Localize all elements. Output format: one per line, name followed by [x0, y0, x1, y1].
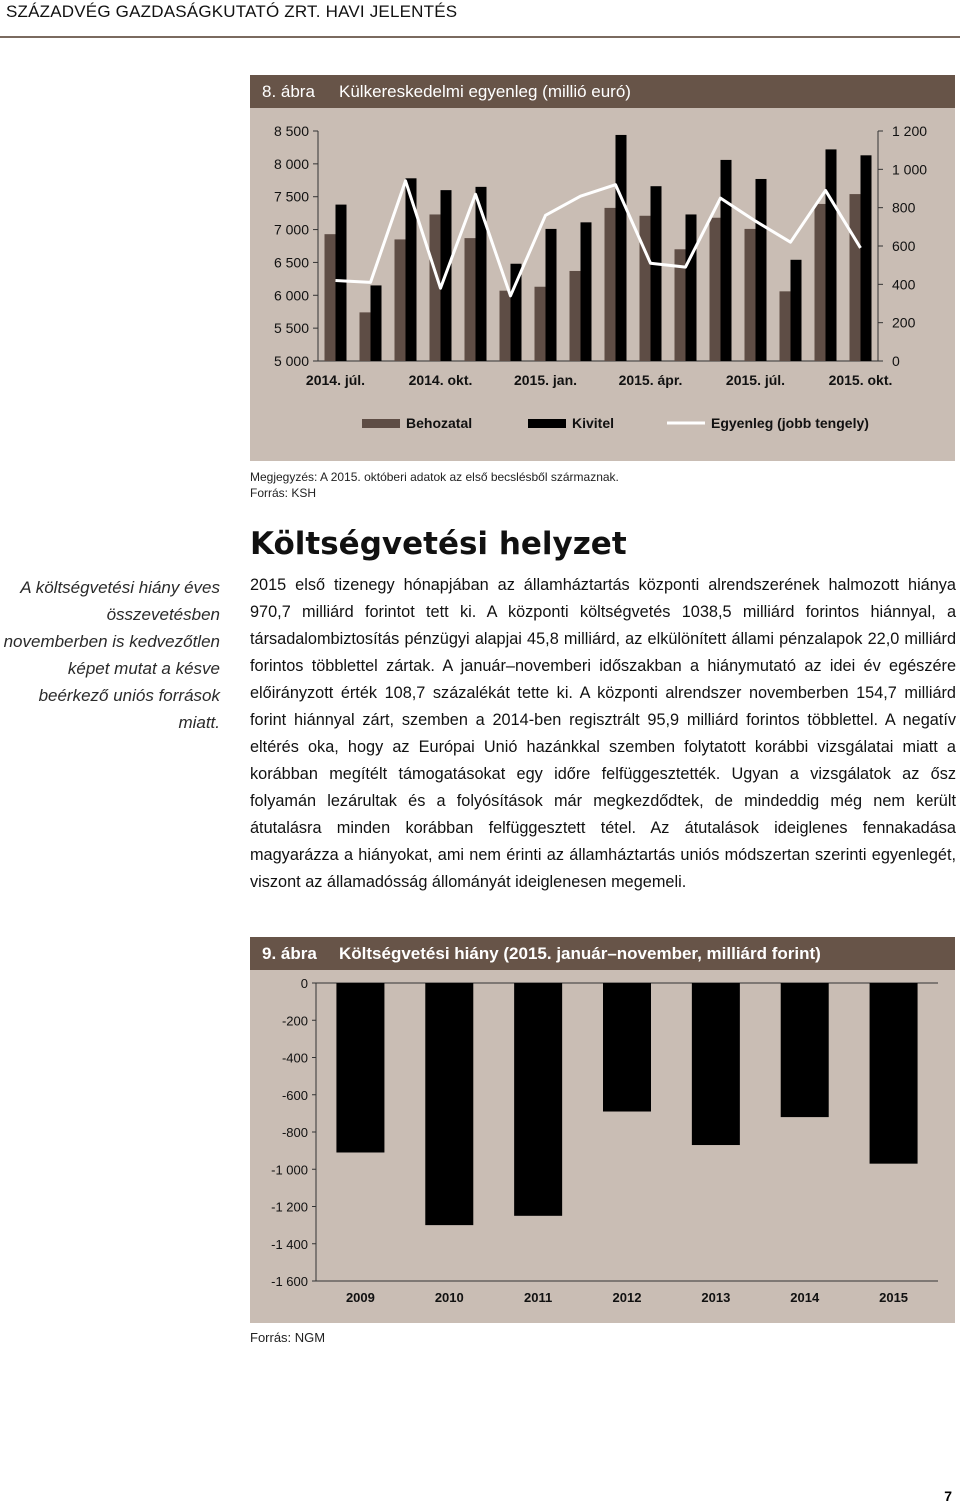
figure-8-number: 8. ábra	[262, 81, 315, 101]
figure-8-title: Külkereskedelmi egyenleg (millió euró)	[339, 81, 631, 101]
import-bar	[780, 291, 791, 361]
y-axis-tick-label: -400	[281, 1050, 308, 1066]
right-axis-tick-label: 600	[892, 238, 916, 254]
x-axis-tick-label: 2012	[612, 1290, 642, 1305]
right-axis-tick-label: 0	[892, 353, 900, 369]
section-heading: Költségvetési helyzet	[250, 526, 627, 562]
deficit-bar	[870, 983, 918, 1164]
trade-balance-chart	[250, 108, 955, 461]
export-bar	[336, 205, 347, 361]
y-axis-tick-label: 0	[300, 976, 308, 991]
export-bar	[721, 160, 732, 361]
import-bar	[710, 218, 721, 361]
right-axis-tick-label: 400	[892, 276, 916, 293]
import-bar	[325, 234, 336, 361]
deficit-bar	[692, 983, 740, 1145]
y-axis-tick-label: -200	[281, 1013, 308, 1029]
import-bar	[360, 312, 371, 361]
y-axis-tick-label: -600	[281, 1087, 308, 1103]
import-bar	[570, 271, 581, 361]
import-bar	[605, 208, 616, 361]
legend-label: Behozatal	[406, 415, 473, 431]
right-axis-tick-label: 200	[892, 314, 916, 331]
x-axis-tick-label: 2014. okt.	[408, 372, 473, 388]
report-header-title: SZÁZADVÉG GAZDASÁGKUTATÓ ZRT. HAVI JELENTÉS	[6, 2, 458, 21]
budget-deficit-chart	[250, 970, 955, 1323]
import-bar	[815, 204, 826, 361]
left-axis-tick-label: 5 000	[273, 353, 309, 369]
y-axis-tick-label: -1 200	[271, 1199, 308, 1215]
export-bar	[546, 229, 557, 361]
right-axis-tick-label: 1 000	[892, 161, 928, 178]
deficit-bar	[781, 983, 829, 1117]
legend-label: Kivitel	[572, 415, 615, 431]
legend-swatch	[528, 419, 566, 428]
y-axis-tick-label: -1 600	[271, 1274, 308, 1289]
figure-8-title-bar	[250, 75, 955, 108]
figure-8-chart-panel	[250, 108, 955, 461]
x-axis-tick-label: 2014	[790, 1290, 820, 1305]
export-bar	[616, 135, 627, 361]
export-bar	[791, 260, 802, 361]
deficit-bar	[425, 983, 473, 1225]
figure-9-source: Forrás: NGM	[250, 1330, 326, 1345]
x-axis-tick-label: 2010	[434, 1290, 464, 1305]
legend-label: Egyenleg (jobb tengely)	[711, 415, 869, 431]
figure-9-title-bar	[250, 937, 955, 970]
export-bar	[756, 179, 767, 361]
figure-9-chart-panel	[250, 970, 955, 1323]
left-axis-tick-label: 6 500	[273, 254, 309, 271]
export-bar	[651, 186, 662, 361]
x-axis-tick-label: 2015. ápr.	[618, 372, 683, 388]
import-bar	[640, 216, 651, 361]
x-axis-tick-label: 2015. júl.	[725, 372, 786, 388]
figure-8-note: Megjegyzés: A 2015. októberi adatok az első becslésből származnak.	[250, 470, 619, 484]
import-bar	[465, 238, 476, 361]
right-axis-tick-label: 800	[892, 199, 916, 216]
import-bar	[395, 239, 406, 361]
export-bar	[861, 155, 872, 361]
export-bar	[371, 285, 382, 361]
left-axis-tick-label: 7 500	[273, 188, 309, 205]
x-axis-tick-label: 2014. júl.	[305, 372, 366, 388]
legend-swatch	[362, 419, 400, 428]
export-bar	[826, 149, 837, 361]
deficit-bar	[336, 983, 384, 1152]
x-axis-tick-label: 2009	[345, 1290, 375, 1305]
import-bar	[850, 194, 861, 361]
x-axis-tick-label: 2015	[879, 1290, 909, 1305]
left-axis-tick-label: 6 000	[273, 287, 309, 304]
y-axis-tick-label: -800	[281, 1125, 308, 1140]
import-bar	[745, 229, 756, 361]
y-axis-tick-label: -1 000	[271, 1162, 308, 1178]
import-bar	[500, 291, 511, 361]
x-axis-tick-label: 2015. okt.	[828, 372, 893, 388]
y-axis-tick-label: -1 400	[271, 1236, 308, 1252]
right-axis-tick-label: 1 200	[892, 123, 928, 139]
left-axis-tick-label: 5 500	[273, 320, 309, 337]
header-rule	[0, 36, 960, 38]
deficit-bar	[514, 983, 562, 1216]
side-note: A költségvetési hiány éves összevetésben novemberben is kedvezőtlen képet mutat a késve beérkező uniós források miatt.	[3, 578, 220, 732]
left-axis-tick-label: 7 000	[273, 221, 309, 238]
figure-8-source: Forrás: KSH	[250, 486, 317, 500]
x-axis-tick-label: 2011	[524, 1290, 553, 1305]
x-axis-tick-label: 2013	[701, 1290, 731, 1305]
x-axis-tick-label: 2015. jan.	[513, 372, 578, 388]
section-body-text: 2015 első tizenegy hónapjában az államháztartás központi alrendszerének halmozott hiánya 970,7 milliárd forintot tett ki. A központi költségvetés 1038,5 milliárd forintos hiánnyal, a társadalombiztosítás pénzügyi alapjai 45,8 milliárd, az elkülönített állami pénzalapok 22,0 milliárd forintos többlettel zártak. A január–novemberi időszakban a hiánymutató az idei év egészére előirányzott érték 108,7 százalékát tette ki. A központi alrendszer novemberben 154,7 milliárd forint hiánnyal zárt, szemben a 2014-ben regisztrált 95,9 milliárd forintos többlettel. A negatív eltérés oka, hogy az Európai Unió hazánkkal szemben folytatott korábbi vizsgálatai miatt a korábban megítélt támogatásokat egy időre felfüggesztették. Ugyan a vizsgálatok az ősz folyamán lezárultak és a folyósítások már megkezdődtek, de mindeddig még nem került átutalásra minden korábban felfüggesztett tétel. Az átutalások ideiglenes fennakadása magyarázza a hiányokat, ami nem érinti az államháztartás uniós módszertan szerinti egyenlegét, viszont az államadósság állományát ideiglenesen megemeli.	[250, 576, 956, 891]
export-bar	[686, 214, 697, 361]
figure-9-title: Költségvetési hiány (2015. január–november, milliárd forint)	[339, 943, 821, 963]
left-axis-tick-label: 8 000	[273, 155, 309, 172]
figure-9-number: 9. ábra	[262, 943, 317, 963]
export-bar	[581, 222, 592, 361]
left-axis-tick-label: 8 500	[273, 123, 309, 139]
export-bar	[511, 264, 522, 361]
deficit-bar	[603, 983, 651, 1112]
page-number: 7	[944, 1488, 952, 1504]
import-bar	[535, 287, 546, 361]
